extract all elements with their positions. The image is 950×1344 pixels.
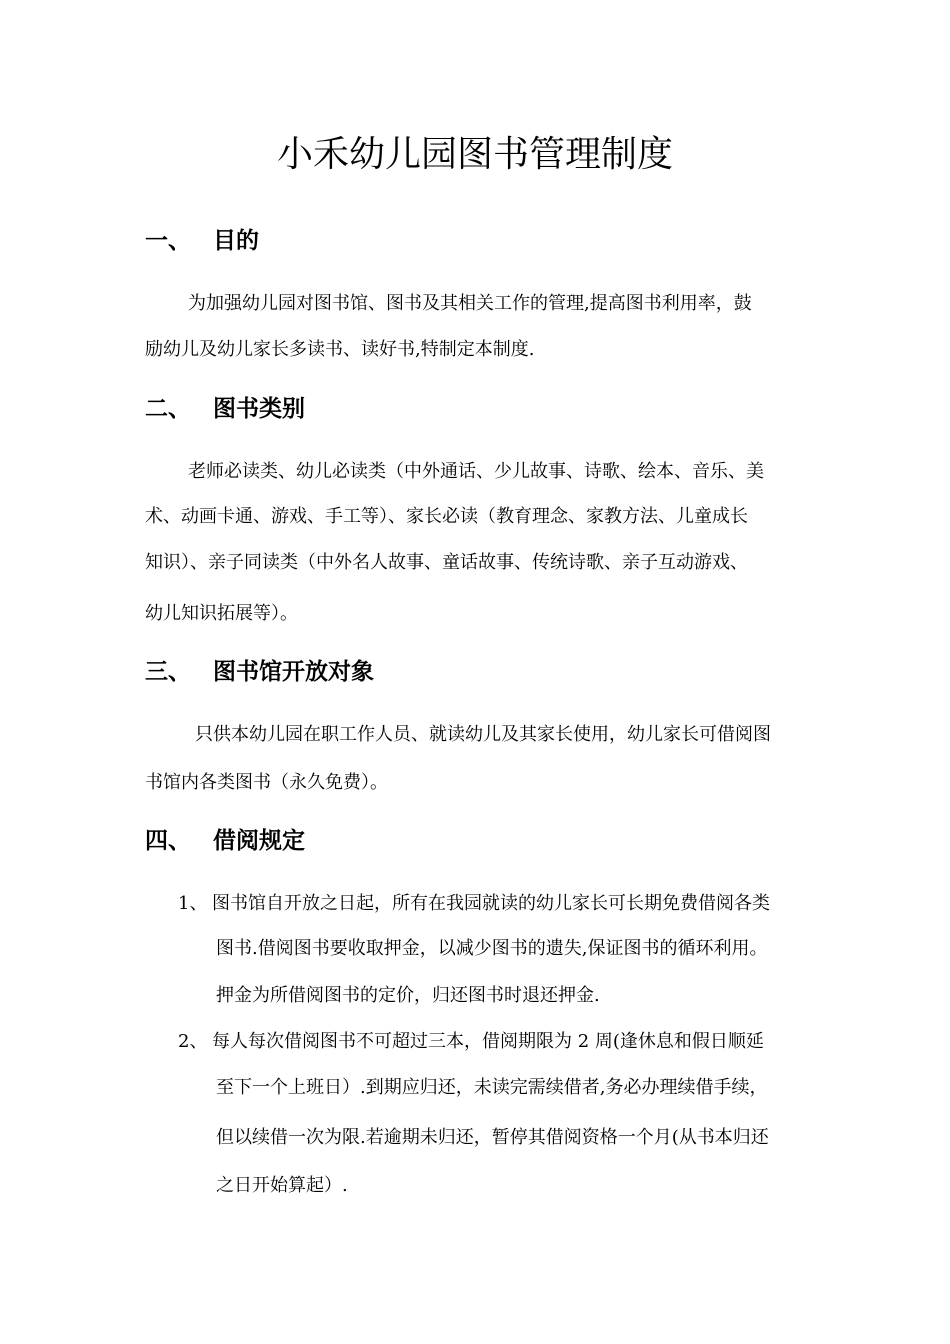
list-item-line: 图书.借阅图书要收取押金，以减少图书的遗失,保证图书的循环利用。 bbox=[216, 938, 768, 959]
section-number: 三、 bbox=[145, 659, 191, 685]
paragraph-line: 术、动画卡通、游戏、手工等）、家长必读（教育理念、家教方法、儿童成长 bbox=[145, 506, 748, 527]
list-item-number: 1、 bbox=[178, 893, 208, 914]
list-item-line: 之日开始算起）. bbox=[216, 1175, 348, 1196]
paragraph-line: 只供本幼儿园在职工作人员、就读幼儿及其家长使用，幼儿家长可借阅图 bbox=[195, 724, 771, 745]
section-number: 二、 bbox=[145, 396, 191, 422]
section-title: 借阅规定 bbox=[213, 828, 305, 854]
section-number: 四、 bbox=[145, 828, 191, 854]
list-item-line: 至下一个上班日）.到期应归还，未读完需续借者,务必办理续借手续， bbox=[216, 1077, 768, 1098]
section-title: 目的 bbox=[213, 228, 259, 254]
paragraph-line: 为加强幼儿园对图书馆、图书及其相关工作的管理,提高图书利用率，鼓 bbox=[188, 293, 752, 314]
paragraph-line: 知识）、亲子同读类（中外名人故事、童话故事、传统诗歌、亲子互动游戏、 bbox=[145, 552, 748, 573]
section-heading-3 bbox=[145, 653, 374, 686]
paragraph-line: 励幼儿及幼儿家长多读书、读好书,特制定本制度. bbox=[145, 339, 535, 360]
list-item-line: 但以续借一次为限.若逾期未归还，暂停其借阅资格一个月(从书本归还 bbox=[216, 1127, 769, 1148]
section-title: 图书馆开放对象 bbox=[213, 659, 374, 685]
paragraph-line: 老师必读类、幼儿必读类（中外通话、少儿故事、诗歌、绘本、音乐、美 bbox=[188, 461, 764, 482]
list-item-line: 每人每次借阅图书不可超过三本，借阅期限为 2 周(逢休息和假日顺延 bbox=[212, 1031, 764, 1052]
section-heading-4 bbox=[145, 822, 305, 855]
list-item-line: 押金为所借阅图书的定价，归还图书时退还押金. bbox=[216, 985, 600, 1006]
list-item-line: 图书馆自开放之日起，所有在我园就读的幼儿家长可长期免费借阅各类 bbox=[212, 893, 770, 914]
document-title: 小禾幼儿园图书管理制度 bbox=[276, 134, 673, 175]
section-heading-2 bbox=[145, 390, 305, 423]
paragraph-line: 幼儿知识拓展等）。 bbox=[145, 603, 298, 624]
list-item-number: 2、 bbox=[178, 1031, 208, 1052]
section-title: 图书类别 bbox=[213, 396, 305, 422]
paragraph-line: 书馆内各类图书（永久免费）。 bbox=[145, 772, 388, 793]
section-heading-1 bbox=[145, 222, 259, 255]
section-number: 一、 bbox=[145, 228, 191, 254]
